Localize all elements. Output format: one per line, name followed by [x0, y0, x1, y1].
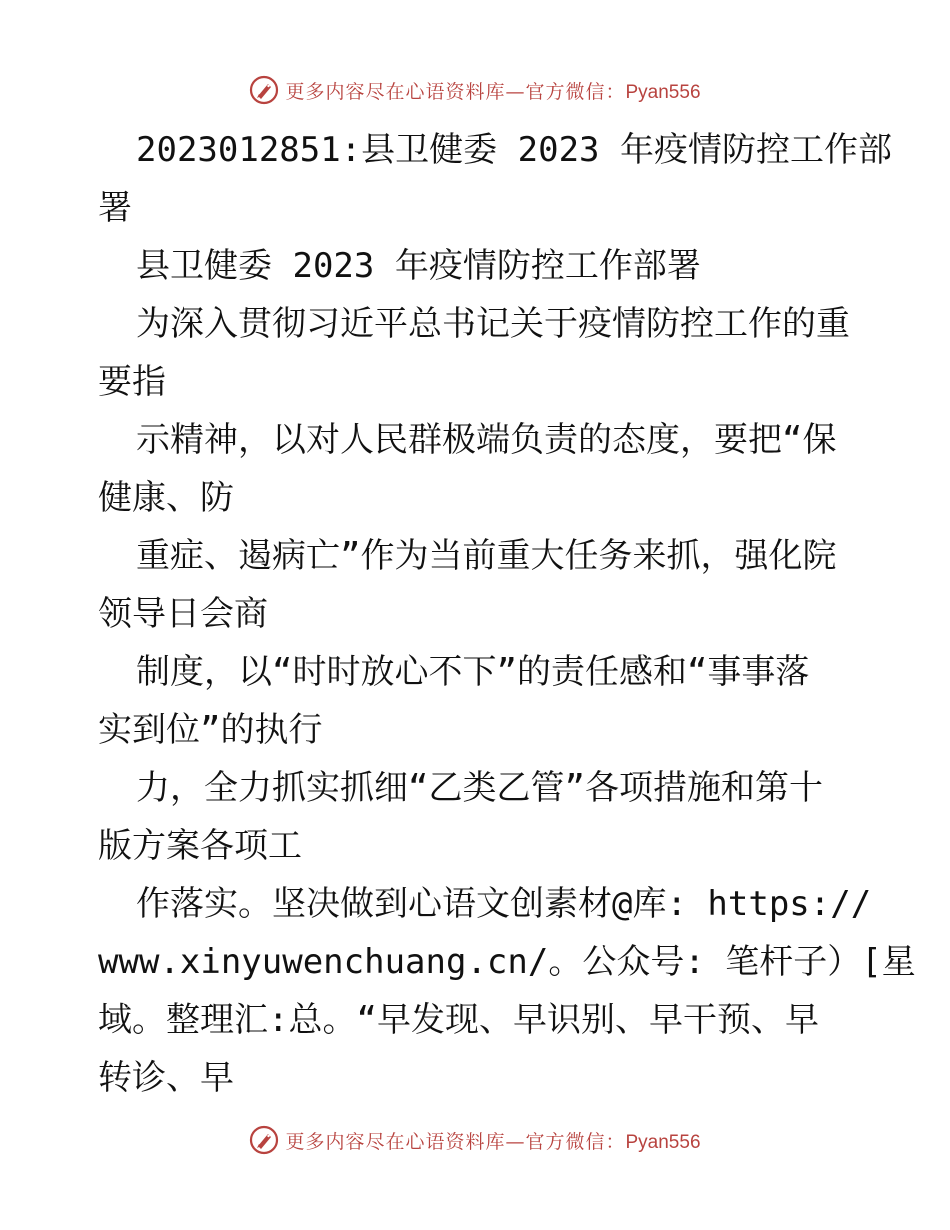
banner-text: 更多内容尽在心语资料库—官方微信：Pyan556: [285, 80, 701, 103]
wechat-handle: Pyan556: [625, 81, 701, 103]
wechat-handle: Pyan556: [625, 1131, 701, 1153]
text-line: 转诊、早: [98, 1058, 234, 1098]
pen-nib-seal-icon: [249, 1125, 279, 1155]
text-line: 重症、遏病亡”作为当前重大任务来抓，强化院: [136, 536, 837, 576]
text-line: 健康、防: [98, 478, 234, 518]
text-line: 要指: [98, 362, 166, 402]
text-line: 版方案各项工: [98, 826, 302, 866]
header-banner: [0, 70, 950, 110]
pen-nib-seal-icon: [249, 75, 279, 105]
footer-banner: [0, 1120, 950, 1160]
text-line: 实到位”的执行: [98, 710, 323, 750]
text-line: 领导日会商: [98, 594, 268, 634]
text-line: 2023012851:县卫健委 2023 年疫情防控工作部: [136, 130, 892, 170]
text-line: 示精神，以对人民群极端负责的态度，要把“保: [136, 420, 837, 460]
text-line: 署: [98, 188, 132, 228]
text-line: 县卫健委 2023 年疫情防控工作部署: [136, 246, 701, 286]
text-line: 力，全力抓实抓细“乙类乙管”各项措施和第十: [136, 768, 823, 808]
text-line: 制度，以“时时放心不下”的责任感和“事事落: [136, 652, 810, 692]
text-line: 域。整理汇:总。“早发现、早识别、早干预、早: [98, 1000, 819, 1040]
banner-text: 更多内容尽在心语资料库—官方微信：Pyan556: [285, 1130, 701, 1153]
text-line: www.xinyuwenchuang.cn/。公众号: 笔杆子）[星: [98, 942, 916, 982]
text-line: 为深入贯彻习近平总书记关于疫情防控工作的重: [136, 304, 850, 344]
text-line: 作落实。坚决做到心语文创素材@库: https://: [136, 884, 872, 924]
document-body: [98, 121, 916, 1107]
